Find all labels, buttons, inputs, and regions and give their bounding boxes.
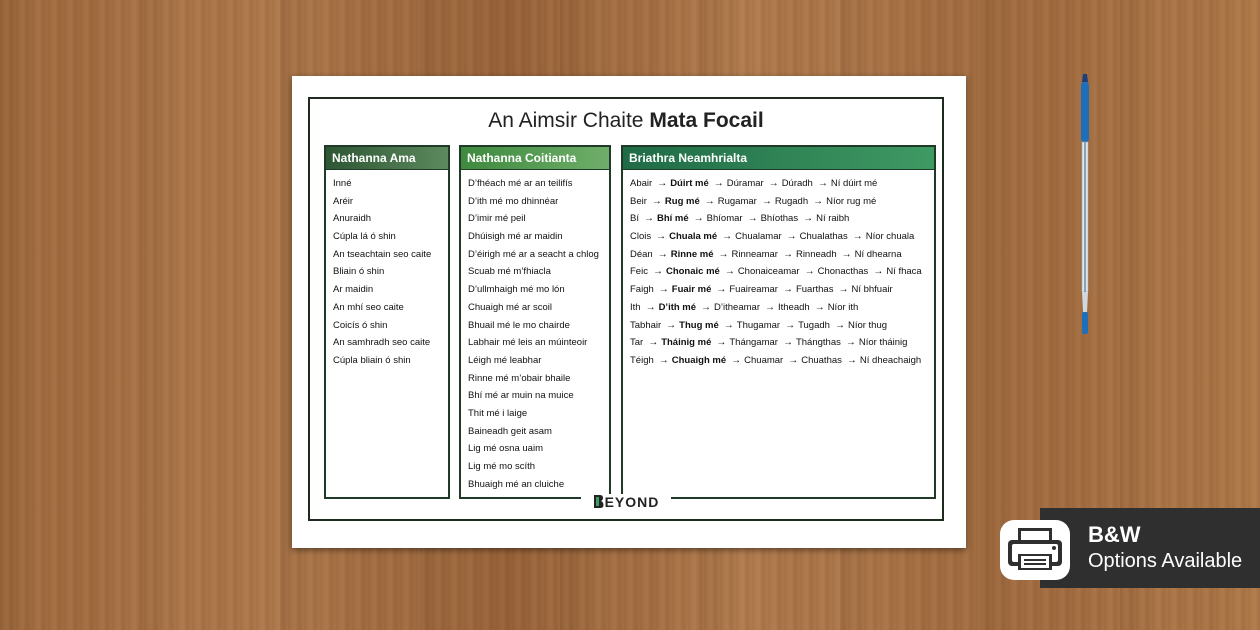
- arrow-icon: →: [804, 266, 815, 278]
- verb-form: Clois: [630, 231, 652, 243]
- list-item: Cúpla bliain ó shin: [333, 354, 411, 366]
- list-item: Bhuaigh mé an cluiche: [468, 478, 565, 490]
- verb-form: Thángamar: [729, 337, 778, 349]
- verb-form: Chualathas: [799, 231, 848, 243]
- list-item: An mhí seo caite: [333, 301, 404, 313]
- column-nathanna-coitianta: [459, 145, 611, 499]
- logo-text: EYOND: [604, 494, 660, 510]
- list-item: D’imir mé peil: [468, 213, 526, 225]
- arrow-icon: →: [658, 354, 669, 366]
- arrow-icon: →: [657, 248, 668, 260]
- verb-form: Tabhair: [630, 319, 662, 331]
- verb-form: Dúramar: [726, 178, 764, 189]
- verb-form: Chualamar: [735, 231, 782, 243]
- verb-form: Bhí mé: [656, 213, 689, 225]
- verb-form: Ní fhaca: [886, 266, 922, 278]
- arrow-icon: →: [782, 248, 793, 260]
- list-item: D’ullmhaigh mé mo lón: [468, 284, 565, 296]
- verb-form: Dúirt mé: [670, 178, 709, 189]
- verb-form: D’ith mé: [658, 301, 697, 313]
- verb-form: Ith: [630, 301, 641, 313]
- arrow-icon: →: [852, 231, 863, 243]
- arrow-icon: →: [834, 319, 845, 331]
- arrow-icon: →: [722, 231, 733, 243]
- column-heading: Nathanna Ama: [326, 147, 448, 169]
- verb-row: [630, 352, 934, 370]
- column-briathra-neamhrialta: [621, 145, 936, 499]
- verb-form: Rinne mé: [670, 248, 714, 260]
- verb-form: Rug mé: [664, 195, 700, 207]
- verb-form: Ní bhfuair: [851, 284, 893, 296]
- list-item: Bliain ó shin: [333, 266, 385, 278]
- arrow-icon: →: [838, 284, 849, 296]
- column-heading: Briathra Neamhrialta: [623, 147, 934, 169]
- verb-form: Faigh: [630, 284, 654, 296]
- arrow-icon: →: [648, 337, 659, 349]
- verb-form: Bhíomar: [706, 213, 743, 225]
- arrow-icon: →: [788, 354, 799, 366]
- verb-form: Bí: [630, 213, 639, 225]
- verb-row: [630, 210, 934, 228]
- verb-row: [630, 246, 934, 264]
- arrow-icon: →: [768, 178, 779, 189]
- verb-form: Ní dhearna: [854, 248, 902, 260]
- arrow-icon: →: [731, 354, 742, 366]
- list-item: Anuraidh: [333, 213, 372, 225]
- verb-form: Téigh: [630, 354, 654, 366]
- beyond-logo-icon: [593, 494, 604, 509]
- column-body: [326, 169, 448, 370]
- arrow-icon: →: [803, 213, 814, 225]
- arrow-icon: →: [782, 284, 793, 296]
- list-item: Baineadh geit asam: [468, 425, 552, 437]
- arrow-icon: →: [845, 337, 856, 349]
- bw-options-badge: [1040, 508, 1260, 588]
- arrow-icon: →: [846, 354, 857, 366]
- arrow-icon: →: [873, 266, 884, 278]
- verb-form: Fuaireamar: [729, 284, 778, 296]
- verb-form: Níor tháinig: [858, 337, 908, 349]
- verb-row: [630, 281, 934, 299]
- verb-form: Chuamar: [744, 354, 784, 366]
- printer-icon: [998, 518, 1072, 582]
- verb-form: Dúradh: [781, 178, 813, 189]
- arrow-icon: →: [666, 319, 677, 331]
- arrow-icon: →: [701, 301, 712, 313]
- pen-image: [1077, 72, 1093, 342]
- verb-form: Chuaigh mé: [671, 354, 727, 366]
- column-heading: Nathanna Coitianta: [461, 147, 609, 169]
- arrow-icon: →: [785, 319, 796, 331]
- arrow-icon: →: [651, 195, 662, 207]
- list-item: Lig mé mo scíth: [468, 461, 536, 472]
- arrow-icon: →: [713, 178, 724, 189]
- column-nathanna-ama: [324, 145, 450, 499]
- list-item: Thit mé i laige: [468, 407, 528, 419]
- arrow-icon: →: [841, 248, 852, 260]
- verb-form: Rugamar: [717, 195, 757, 207]
- list-item: Lig mé osna uaim: [468, 443, 543, 455]
- list-item: Bhuail mé le mo chairde: [468, 319, 570, 331]
- verb-form: Abair: [630, 178, 653, 189]
- verb-form: Rinneamar: [731, 248, 778, 260]
- verb-form: Fuarthas: [795, 284, 834, 296]
- list-item: Inné: [333, 178, 352, 189]
- worksheet: [292, 76, 966, 548]
- verb-form: Fuair mé: [671, 284, 712, 296]
- arrow-icon: →: [814, 301, 825, 313]
- arrow-icon: →: [782, 337, 793, 349]
- verb-form: Thugamar: [736, 319, 781, 331]
- verb-form: Feic: [630, 266, 648, 278]
- arrow-icon: →: [643, 213, 654, 225]
- verb-form: Chonaiceamar: [737, 266, 800, 278]
- title-light: An Aimsir Chaite: [488, 109, 644, 132]
- verb-form: Chonacthas: [817, 266, 869, 278]
- list-item: D’fhéach mé ar an teilifís: [468, 178, 573, 189]
- verb-form: Tugadh: [798, 319, 830, 331]
- verb-form: Déan: [630, 248, 653, 260]
- arrow-icon: →: [656, 231, 667, 243]
- verb-form: Beir: [630, 195, 647, 207]
- verb-form: Chonaic mé: [665, 266, 720, 278]
- arrow-icon: →: [813, 195, 824, 207]
- list-item: D’éirigh mé ar a seacht a chlog: [468, 248, 599, 260]
- list-item: Scuab mé m’fhiacla: [468, 266, 551, 278]
- verb-form: Tar: [630, 337, 644, 349]
- list-item: An tseachtain seo caite: [333, 248, 432, 260]
- arrow-icon: →: [716, 337, 727, 349]
- arrow-icon: →: [747, 213, 758, 225]
- list-item: Ar maidin: [333, 284, 374, 296]
- verb-row: [630, 193, 934, 211]
- arrow-icon: →: [718, 248, 729, 260]
- verb-form: Ní dúirt mé: [830, 178, 878, 189]
- verb-row: [630, 263, 934, 281]
- arrow-icon: →: [645, 301, 656, 313]
- arrow-icon: →: [693, 213, 704, 225]
- verb-form: Rinneadh: [795, 248, 837, 260]
- arrow-icon: →: [716, 284, 727, 296]
- verb-form: Níor thug: [847, 319, 888, 331]
- verb-row: [630, 317, 934, 335]
- arrow-icon: →: [704, 195, 715, 207]
- badge-subtitle: Options Available: [1088, 550, 1243, 572]
- list-item: Labhair mé leis an múinteoir: [468, 337, 588, 349]
- arrow-icon: →: [764, 301, 775, 313]
- arrow-icon: →: [723, 319, 734, 331]
- verb-form: Chuala mé: [669, 231, 718, 243]
- verb-form: Bhíothas: [760, 213, 799, 225]
- verb-row: [630, 299, 934, 317]
- page-title: [310, 109, 942, 133]
- list-item: Dhúisigh mé ar maidin: [468, 231, 563, 243]
- title-bold: Mata Focail: [649, 109, 764, 132]
- verb-form: Itheadh: [777, 301, 810, 313]
- list-item: Coicís ó shin: [333, 319, 388, 331]
- verb-form: Ní dheachaigh: [859, 354, 922, 366]
- verb-form: Rugadh: [774, 195, 809, 207]
- worksheet-frame: [308, 97, 944, 521]
- arrow-icon: →: [761, 195, 772, 207]
- verb-form: Chuathas: [801, 354, 842, 366]
- list-item: Léigh mé leabhar: [468, 354, 542, 366]
- list-item: Cúpla lá ó shin: [333, 231, 396, 243]
- arrow-icon: →: [657, 178, 668, 189]
- arrow-icon: →: [652, 266, 663, 278]
- verb-form: Níor rug mé: [826, 195, 877, 207]
- list-item: Rinne mé m’obair bhaile: [468, 372, 571, 384]
- list-item: Bhí mé ar muin na muice: [468, 390, 574, 402]
- beyond-logo: [310, 492, 942, 511]
- arrow-icon: →: [817, 178, 828, 189]
- column-body: [461, 169, 609, 493]
- list-item: An samhradh seo caite: [333, 337, 431, 349]
- verb-form: Níor chuala: [865, 231, 915, 243]
- list-item: Chuaigh mé ar scoil: [468, 301, 552, 313]
- verb-form: D’itheamar: [714, 301, 760, 313]
- list-item: Aréir: [333, 195, 354, 207]
- verb-form: Ní raibh: [816, 213, 850, 225]
- verb-row: [630, 228, 934, 246]
- verb-form: Tháinig mé: [661, 337, 712, 349]
- verb-row: [630, 175, 934, 193]
- verb-form: Thug mé: [679, 319, 719, 331]
- arrow-icon: →: [658, 284, 669, 296]
- badge-title: B&W: [1088, 522, 1141, 547]
- arrow-icon: →: [724, 266, 735, 278]
- list-item: D’ith mé mo dhinnéar: [468, 195, 559, 207]
- verb-row: [630, 334, 934, 352]
- verb-form: Thángthas: [795, 337, 841, 349]
- verb-form: Níor ith: [827, 301, 859, 313]
- column-body: [623, 169, 934, 370]
- arrow-icon: →: [786, 231, 797, 243]
